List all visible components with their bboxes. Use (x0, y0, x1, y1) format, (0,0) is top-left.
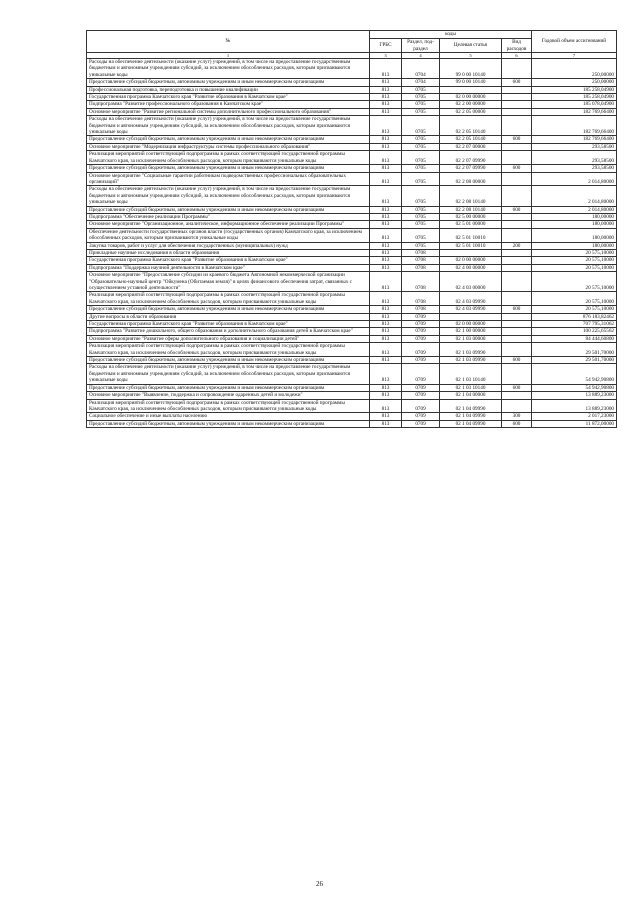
row-grbs-cell: 813 (370, 101, 402, 108)
row-section-cell: 0705 (402, 242, 440, 249)
column-number: 1 (87, 53, 370, 59)
row-name-cell: Основное мероприятие "Социальные гарантии работникам подведомственных профессиональных образовательных организаций" (87, 172, 370, 186)
row-section-cell: 0704 (402, 59, 440, 79)
row-grbs-cell: 813 (370, 292, 402, 306)
row-amount-cell: 100 225,65562 (532, 328, 617, 335)
row-type-cell (502, 86, 532, 93)
page-number: 26 (316, 880, 323, 888)
row-section-cell: 0705 (402, 172, 440, 186)
row-amount-cell: 20 575,10000 (532, 257, 617, 264)
table-row (87, 206, 617, 213)
row-article-cell: 02 4 03 09990 (440, 292, 502, 306)
col-amount-header: Годовой объем ассигнований (532, 31, 617, 53)
row-grbs-cell: 813 (370, 364, 402, 384)
row-article-cell: 02 2 07 09990 (440, 151, 502, 165)
row-type-cell (502, 321, 532, 328)
row-name-cell: Основное мероприятие "Предоставление субсидии из краевого бюджета Автономной некоммерческой организации "Образовательно-научный центр "Ойкумена (Обитаемая земля)" в целях финансового обеспечения затрат, связанных с осуществлением уставной деятельности" (87, 272, 370, 292)
row-grbs-cell: 813 (370, 143, 402, 150)
row-name-cell: Подпрограмма "Развитие профессионального образования в Камчатском крае" (87, 101, 370, 108)
row-name-cell: Государственная программа Камчатского края "Развитие образования в Камчатском крае" (87, 257, 370, 264)
row-name-cell: Основное мероприятие "Модернизация инфраструктуры системы профессионального образования" (87, 143, 370, 150)
row-article-cell (440, 86, 502, 93)
row-type-cell: 200 (502, 242, 532, 249)
row-section-cell: 0705 (402, 108, 440, 115)
row-grbs-cell: 813 (370, 94, 402, 101)
row-grbs-cell: 813 (370, 335, 402, 342)
row-type-cell: 600 (502, 165, 532, 172)
row-grbs-cell: 813 (370, 108, 402, 115)
row-article-cell: 02 0 00 00000 (440, 321, 502, 328)
row-name-cell: Государственная программа Камчатского края "Развитие образования в Камчатском крае" (87, 94, 370, 101)
row-amount-cell: 54 942,90800 (532, 384, 617, 391)
row-article-cell (440, 249, 502, 256)
row-amount-cell: 293,58500 (532, 143, 617, 150)
row-article-cell: 02 2 05 10140 (440, 136, 502, 143)
table-row (87, 313, 617, 320)
row-type-cell (502, 151, 532, 165)
row-amount-cell: 293,58500 (532, 151, 617, 165)
row-name-cell: Реализация мероприятий соответствующей подпрограммы в рамках соответствующей государственной программы Камчатского края, за исключением обособленных расходов, которым присваиваются уникальные коды (87, 292, 370, 306)
row-grbs-cell: 813 (370, 343, 402, 357)
table-row (87, 79, 617, 86)
row-grbs-cell: 813 (370, 420, 402, 427)
row-type-cell (502, 94, 532, 101)
row-grbs-cell: 813 (370, 357, 402, 364)
row-type-cell (502, 221, 532, 228)
row-grbs-cell: 813 (370, 221, 402, 228)
table-row (87, 242, 617, 249)
table-row (87, 264, 617, 271)
row-article-cell: 02 2 08 10140 (440, 206, 502, 213)
row-name-cell: Основное мероприятие "Развитие сферы дополнительного образования и социализации детей" (87, 335, 370, 342)
row-amount-cell: 185 078,04900 (532, 101, 617, 108)
row-article-cell: 02 2 07 09990 (440, 165, 502, 172)
table-row (87, 228, 617, 242)
row-type-cell (502, 328, 532, 335)
row-article-cell: 02 0 00 00000 (440, 94, 502, 101)
row-name-cell: Основное мероприятие "Выявление, поддержка и сопровождение одаренных детей и молодежи" (87, 392, 370, 399)
table-row (87, 59, 617, 79)
row-name-cell: Расходы на обеспечение деятельности (оказание услуг) учреждений, в том числе на предоставление государственным бюджетным и автономным учреждениям субсидий, за исключением обособленных расходов, которым присваиваются уникальные коды (87, 59, 370, 79)
table-row (87, 249, 617, 256)
row-name-cell: Предоставление субсидий бюджетным, автономным учреждениям и иным некоммерческим организациям (87, 165, 370, 172)
row-section-cell: 0705 (402, 143, 440, 150)
row-name-cell: Закупка товаров, работ и услуг для обеспечения государственных (муниципальных) нужд (87, 242, 370, 249)
row-name-cell: Предоставление субсидий бюджетным, автономным учреждениям и иным некоммерческим организациям (87, 420, 370, 427)
row-article-cell: 02 0 00 00000 (440, 257, 502, 264)
table-row (87, 343, 617, 357)
row-article-cell: 02 4 00 00000 (440, 264, 502, 271)
row-name-cell: Социальное обеспечение и иные выплаты населению (87, 413, 370, 420)
row-type-cell (502, 399, 532, 413)
row-amount-cell: 20 575,10000 (532, 306, 617, 313)
row-grbs-cell: 813 (370, 79, 402, 86)
row-grbs-cell: 813 (370, 116, 402, 136)
row-grbs-cell: 813 (370, 306, 402, 313)
table-row (87, 221, 617, 228)
row-name-cell: Основное мероприятие "Организационное, аналитическое, информационное обеспечение реализации Программы" (87, 221, 370, 228)
row-grbs-cell: 813 (370, 264, 402, 271)
column-number: 5 (440, 53, 502, 59)
row-name-cell: Предоставление субсидий бюджетным, автономным учреждениям и иным некоммерческим организациям (87, 79, 370, 86)
row-type-cell (502, 335, 532, 342)
row-name-cell: Другие вопросы в области образования (87, 313, 370, 320)
row-name-cell: Обеспечение деятельности государственных органов власти (государственных органов) Камчатского края, за исключением обособленных расходов, которым присваиваются уникальные коды (87, 228, 370, 242)
table-row (87, 392, 617, 399)
row-grbs-cell: 813 (370, 213, 402, 220)
row-grbs-cell: 813 (370, 257, 402, 264)
row-amount-cell: 2 017,23000 (532, 413, 617, 420)
table-row (87, 384, 617, 391)
table-row (87, 399, 617, 413)
row-name-cell: Реализация мероприятий соответствующей подпрограммы в рамках соответствующей государственной программы Камчатского края, за исключением обособленных расходов, которым присваиваются уникальные коды (87, 151, 370, 165)
row-grbs-cell: 813 (370, 399, 402, 413)
row-amount-cell: 11 872,00000 (532, 420, 617, 427)
row-section-cell: 0708 (402, 292, 440, 306)
row-amount-cell: 293,58500 (532, 165, 617, 172)
row-section-cell: 0709 (402, 420, 440, 427)
row-type-cell (502, 186, 532, 206)
row-type-cell: 600 (502, 384, 532, 391)
row-amount-cell: 185 258,04900 (532, 94, 617, 101)
row-amount-cell: 180,00000 (532, 213, 617, 220)
row-section-cell: 0708 (402, 264, 440, 271)
col-name-header: № (87, 31, 370, 53)
row-article-cell: 02 5 01 10010 (440, 228, 502, 242)
row-amount-cell: 13 889,23000 (532, 392, 617, 399)
row-section-cell: 0705 (402, 186, 440, 206)
row-grbs-cell: 813 (370, 172, 402, 186)
row-grbs-cell: 813 (370, 151, 402, 165)
row-name-cell: Подпрограмма "Развитие дошкольного, общего образования и дополнительного образования детей в Камчатском крае" (87, 328, 370, 335)
table-row (87, 357, 617, 364)
table-row (87, 101, 617, 108)
row-article-cell: 02 4 03 00000 (440, 272, 502, 292)
row-amount-cell: 185 258,04900 (532, 86, 617, 93)
row-name-cell: Расходы на обеспечение деятельности (оказание услуг) учреждений, в том числе на предоставление государственным бюджетным и автономным учреждениям субсидий, за исключением обособленных расходов, которым присваиваются уникальные коды (87, 364, 370, 384)
row-section-cell: 0709 (402, 328, 440, 335)
table-row (87, 292, 617, 306)
row-section-cell: 0709 (402, 343, 440, 357)
row-grbs-cell: 813 (370, 413, 402, 420)
row-grbs-cell: 813 (370, 272, 402, 292)
row-section-cell: 0705 (402, 228, 440, 242)
row-section-cell: 0705 (402, 101, 440, 108)
row-section-cell: 0705 (402, 221, 440, 228)
row-article-cell: 02 4 03 09990 (440, 306, 502, 313)
row-grbs-cell: 813 (370, 384, 402, 391)
row-grbs-cell: 813 (370, 228, 402, 242)
row-name-cell: Предоставление субсидий бюджетным, автономным учреждениям и иным некоммерческим организациям (87, 136, 370, 143)
row-name-cell: Расходы на обеспечение деятельности (оказание услуг) учреждений, в том числе на предоставление государственным бюджетным и автономным учреждениям субсидий, за исключением обособленных расходов, которым присваиваются уникальные коды (87, 186, 370, 206)
row-article-cell: 02 1 04 09990 (440, 420, 502, 427)
row-article-cell: 99 0 00 10140 (440, 59, 502, 79)
row-amount-cell: 13 889,23000 (532, 399, 617, 413)
row-section-cell: 0709 (402, 413, 440, 420)
row-grbs-cell: 813 (370, 206, 402, 213)
row-amount-cell: 20 575,10000 (532, 292, 617, 306)
column-number: 3 (370, 53, 402, 59)
row-type-cell (502, 59, 532, 79)
row-section-cell: 0708 (402, 257, 440, 264)
row-type-cell: 600 (502, 306, 532, 313)
row-type-cell (502, 108, 532, 115)
row-section-cell: 0709 (402, 384, 440, 391)
row-article-cell: 02 1 04 00000 (440, 392, 502, 399)
budget-table-container (86, 30, 616, 428)
row-amount-cell: 54 942,90800 (532, 364, 617, 384)
row-name-cell: Предоставление субсидий бюджетным, автономным учреждениям и иным некоммерческим организациям (87, 384, 370, 391)
table-row (87, 151, 617, 165)
table-row (87, 86, 617, 93)
row-name-cell: Расходы на обеспечение деятельности (оказание услуг) учреждений, в том числе на предоставление государственным бюджетным и автономным учреждениям субсидий, за исключением обособленных расходов, которым присваиваются уникальные коды (87, 116, 370, 136)
row-article-cell: 02 1 03 10140 (440, 364, 502, 384)
table-row (87, 306, 617, 313)
row-amount-cell: 180,00000 (532, 228, 617, 242)
row-amount-cell: 876 183,82462 (532, 313, 617, 320)
row-article-cell: 02 1 03 09990 (440, 357, 502, 364)
row-grbs-cell: 813 (370, 242, 402, 249)
row-type-cell (502, 364, 532, 384)
col-exp-type-header: Вид расходов (502, 39, 532, 53)
row-article-cell: 02 1 04 09990 (440, 413, 502, 420)
table-row (87, 420, 617, 427)
row-name-cell: Реализация мероприятий соответствующей подпрограммы в рамках соответствующей государственной программы Камчатского края, за исключением обособленных расходов, которым присваиваются уникальные коды (87, 399, 370, 413)
row-article-cell: 02 1 03 10140 (440, 384, 502, 391)
row-grbs-cell: 813 (370, 186, 402, 206)
table-row (87, 335, 617, 342)
row-section-cell: 0709 (402, 392, 440, 399)
row-amount-cell: 29 501,70000 (532, 343, 617, 357)
row-type-cell: 600 (502, 79, 532, 86)
row-article-cell: 02 5 00 00000 (440, 213, 502, 220)
row-article-cell (440, 313, 502, 320)
row-name-cell: Государственная программа Камчатского края "Развитие образования в Камчатском крае" (87, 321, 370, 328)
budget-table (86, 30, 617, 428)
row-section-cell: 0705 (402, 165, 440, 172)
row-section-cell: 0705 (402, 94, 440, 101)
row-name-cell: Предоставление субсидий бюджетным, автономным учреждениям и иным некоммерческим организациям (87, 357, 370, 364)
row-section-cell: 0708 (402, 272, 440, 292)
row-type-cell (502, 228, 532, 242)
row-section-cell: 0709 (402, 364, 440, 384)
row-amount-cell: 2 014,80000 (532, 172, 617, 186)
row-name-cell: Прикладные научные исследования в области образования (87, 249, 370, 256)
row-grbs-cell: 813 (370, 328, 402, 335)
table-row (87, 165, 617, 172)
row-type-cell: 600 (502, 136, 532, 143)
row-section-cell: 0705 (402, 86, 440, 93)
table-row (87, 321, 617, 328)
row-grbs-cell: 813 (370, 86, 402, 93)
row-article-cell: 02 2 05 10140 (440, 116, 502, 136)
row-section-cell: 0709 (402, 335, 440, 342)
row-type-cell (502, 172, 532, 186)
row-type-cell (502, 313, 532, 320)
row-section-cell: 0709 (402, 399, 440, 413)
row-grbs-cell: 813 (370, 136, 402, 143)
table-row (87, 94, 617, 101)
table-row (87, 172, 617, 186)
table-row (87, 364, 617, 384)
col-section-header: Раздел, под-раздел (402, 39, 440, 53)
row-name-cell: Подпрограмма "Обеспечение реализации Программы" (87, 213, 370, 220)
row-type-cell (502, 392, 532, 399)
row-section-cell: 0709 (402, 321, 440, 328)
row-amount-cell: 250,00000 (532, 59, 617, 79)
row-article-cell: 02 2 08 10140 (440, 186, 502, 206)
row-section-cell: 0705 (402, 206, 440, 213)
row-amount-cell: 180,00000 (532, 242, 617, 249)
column-number: 4 (402, 53, 440, 59)
row-article-cell: 02 2 00 00000 (440, 101, 502, 108)
row-name-cell: Профессиональная подготовка, переподготовка и повышение квалификации (87, 86, 370, 93)
row-name-cell: Реализация мероприятий соответствующей подпрограммы в рамках соответствующей государственной программы Камчатского края, за исключением обособленных расходов, которым присваиваются уникальные коды (87, 343, 370, 357)
row-article-cell: 02 5 01 10010 (440, 242, 502, 249)
row-amount-cell: 2 014,80000 (532, 206, 617, 213)
row-amount-cell: 180,00000 (532, 221, 617, 228)
row-grbs-cell: 813 (370, 392, 402, 399)
row-type-cell (502, 257, 532, 264)
header-row-top (87, 31, 617, 39)
row-name-cell: Основное мероприятие "Развитие региональной системы дополнительного профессионального образования" (87, 108, 370, 115)
table-row (87, 272, 617, 292)
row-section-cell: 0708 (402, 249, 440, 256)
table-row (87, 186, 617, 206)
row-grbs-cell: 813 (370, 313, 402, 320)
row-type-cell (502, 264, 532, 271)
row-section-cell: 0708 (402, 306, 440, 313)
row-type-cell (502, 101, 532, 108)
row-article-cell: 02 2 07 00000 (440, 143, 502, 150)
table-row (87, 257, 617, 264)
table-row (87, 328, 617, 335)
row-amount-cell: 20 575,10000 (532, 249, 617, 256)
row-name-cell: Подпрограмма "Поддержка научной деятельности в Камчатском крае" (87, 264, 370, 271)
row-type-cell (502, 272, 532, 292)
row-type-cell (502, 213, 532, 220)
row-article-cell: 02 1 03 00000 (440, 335, 502, 342)
row-article-cell: 02 2 08 00000 (440, 172, 502, 186)
row-amount-cell: 84 444,60800 (532, 335, 617, 342)
row-name-cell: Предоставление субсидий бюджетным, автономным учреждениям и иным некоммерческим организациям (87, 206, 370, 213)
row-amount-cell: 182 769,66400 (532, 116, 617, 136)
table-row (87, 143, 617, 150)
row-section-cell: 0705 (402, 151, 440, 165)
row-type-cell: 600 (502, 357, 532, 364)
codes-header: коды (370, 31, 532, 39)
table-row (87, 136, 617, 143)
row-name-cell: Предоставление субсидий бюджетным, автономным учреждениям и иным некоммерческим организациям (87, 306, 370, 313)
row-section-cell: 0704 (402, 79, 440, 86)
row-article-cell: 02 5 01 00000 (440, 221, 502, 228)
table-row (87, 213, 617, 220)
row-type-cell (502, 116, 532, 136)
row-type-cell: 600 (502, 420, 532, 427)
row-grbs-cell: 813 (370, 165, 402, 172)
row-grbs-cell: 813 (370, 321, 402, 328)
row-section-cell: 0709 (402, 313, 440, 320)
row-amount-cell: 20 575,10000 (532, 272, 617, 292)
row-amount-cell: 2 014,80000 (532, 186, 617, 206)
row-type-cell: 300 (502, 413, 532, 420)
row-amount-cell: 29 501,70000 (532, 357, 617, 364)
column-number: 7 (532, 53, 617, 59)
row-amount-cell: 20 575,10000 (532, 264, 617, 271)
row-amount-cell: 707 795,31062 (532, 321, 617, 328)
table-row (87, 108, 617, 115)
table-row (87, 413, 617, 420)
row-section-cell: 0705 (402, 213, 440, 220)
row-grbs-cell: 813 (370, 59, 402, 79)
row-article-cell: 02 2 05 00000 (440, 108, 502, 115)
col-grbs-header: ГРБС (370, 39, 402, 53)
row-amount-cell: 182 769,66400 (532, 108, 617, 115)
column-number: 6 (502, 53, 532, 59)
row-section-cell: 0705 (402, 136, 440, 143)
row-amount-cell: 250,00000 (532, 79, 617, 86)
row-article-cell: 02 1 03 09990 (440, 343, 502, 357)
row-section-cell: 0705 (402, 116, 440, 136)
table-row (87, 116, 617, 136)
row-amount-cell: 182 769,66400 (532, 136, 617, 143)
row-type-cell (502, 249, 532, 256)
row-type-cell (502, 343, 532, 357)
row-section-cell: 0709 (402, 357, 440, 364)
row-type-cell: 600 (502, 206, 532, 213)
col-article-header: Целевая статья (440, 39, 502, 53)
row-type-cell (502, 143, 532, 150)
row-article-cell: 99 0 00 10140 (440, 79, 502, 86)
row-grbs-cell: 813 (370, 249, 402, 256)
table-body (87, 59, 617, 428)
row-article-cell: 02 1 04 09990 (440, 399, 502, 413)
row-article-cell: 02 1 00 00000 (440, 328, 502, 335)
row-type-cell (502, 292, 532, 306)
